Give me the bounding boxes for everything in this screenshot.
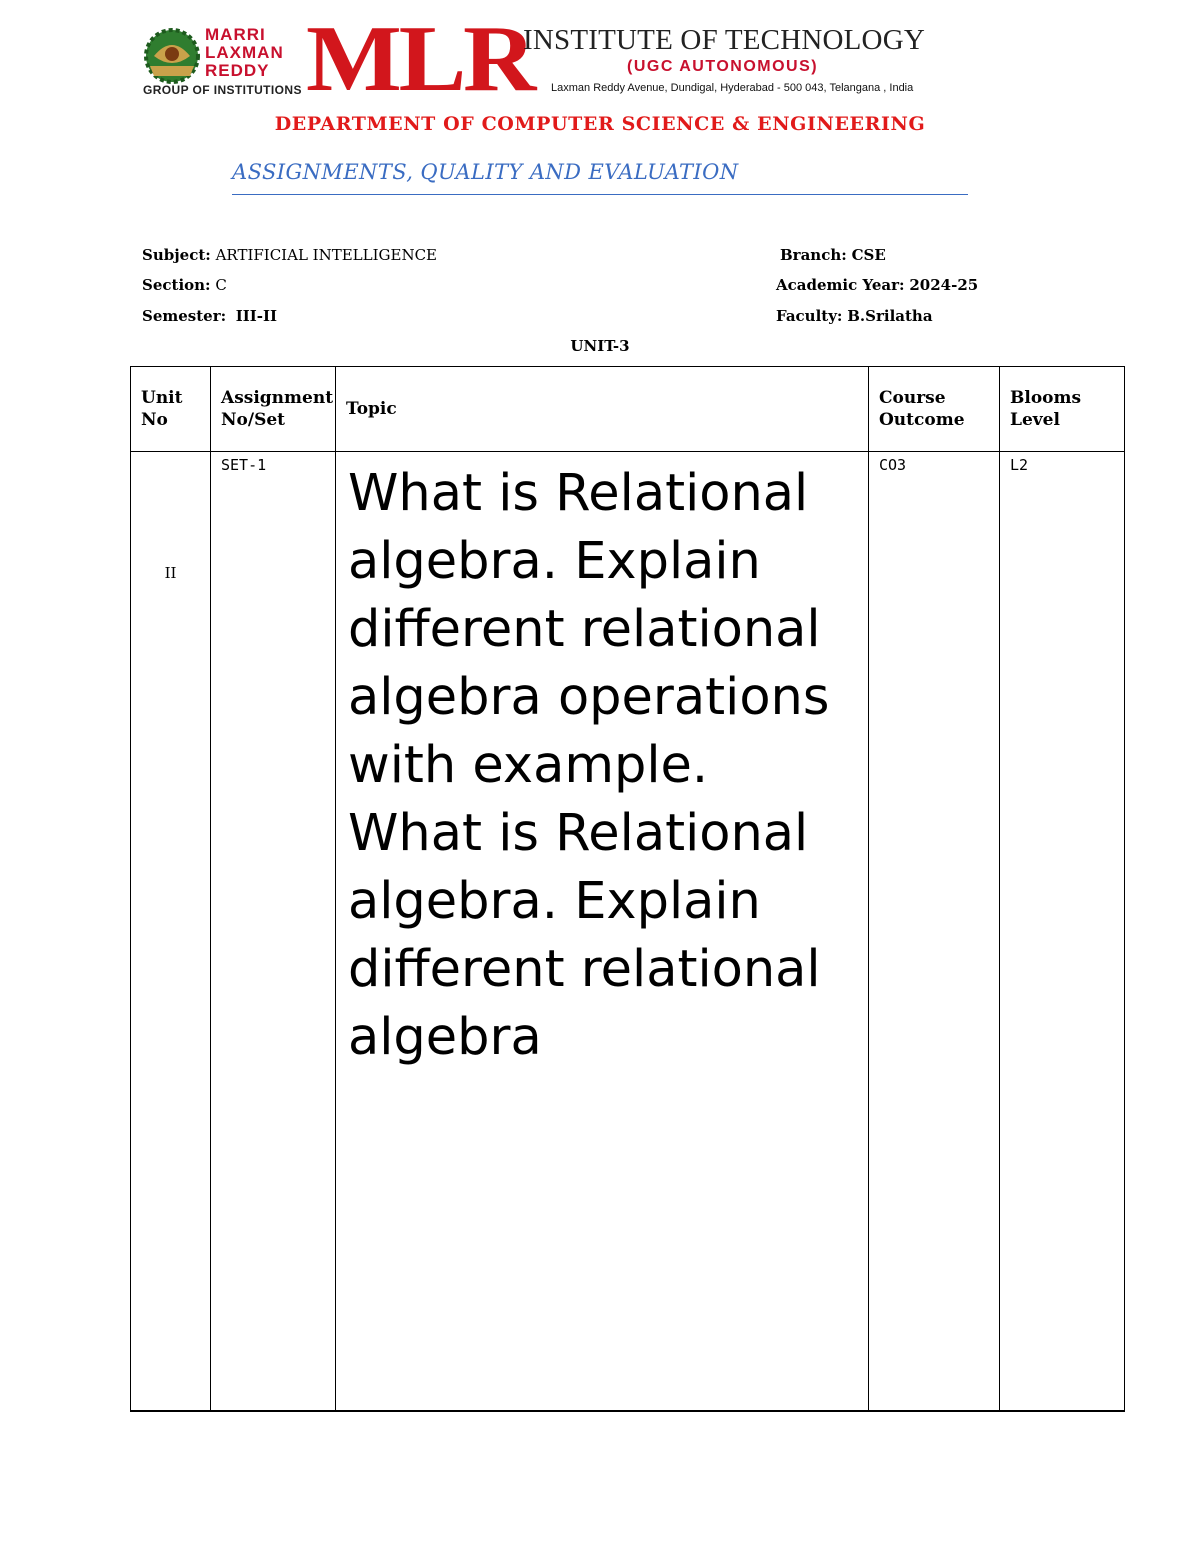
- faculty-label: Faculty:: [776, 307, 843, 325]
- assignment-table: [130, 366, 1125, 1412]
- autonomous-status: (UGC AUTONOMOUS): [627, 58, 819, 75]
- document-title: ASSIGNMENTS, QUALITY AND EVALUATION: [232, 160, 739, 184]
- semester-line: [142, 307, 277, 325]
- section-line: [142, 276, 227, 294]
- topic-text-2: What is Relational algebra. Explain different relational algebra: [348, 804, 821, 1067]
- branch-line: [780, 246, 886, 264]
- institute-address: Laxman Reddy Avenue, Dundigal, Hyderabad - 500 043, Telangana , India: [551, 82, 914, 94]
- header-blooms-level: Blooms Level: [1000, 367, 1125, 452]
- subject-line: [142, 246, 437, 264]
- table-bottom-border: [130, 1410, 1124, 1412]
- subject-label: Subject:: [142, 246, 211, 264]
- cell-course-outcome: CO3: [869, 452, 1000, 1412]
- cell-blooms-level: L2: [1000, 452, 1125, 1412]
- academic-year-line: [776, 276, 978, 294]
- table-header-row: [131, 367, 1125, 452]
- header-assignment: Assignment No/Set: [211, 367, 336, 452]
- section-label: Section:: [142, 276, 211, 294]
- academic-year-label: Academic Year:: [776, 276, 905, 294]
- title-underline: [232, 194, 968, 195]
- group-name-line-2: LAXMAN: [205, 43, 284, 62]
- header-topic: Topic: [336, 367, 869, 452]
- branch-label: Branch:: [780, 246, 847, 264]
- semester-label: Semester:: [142, 307, 227, 325]
- topic-text-1: What is Relational algebra. Explain different relational algebra operations with example.: [348, 464, 830, 795]
- cell-unit-no: [131, 452, 211, 1412]
- academic-year-value: 2024-25: [909, 276, 979, 294]
- unit-no-value: II: [164, 564, 177, 582]
- unit-heading: UNIT-3: [570, 337, 630, 355]
- institute-name: INSTITUTE OF TECHNOLOGY: [523, 24, 925, 56]
- faculty-value: B.Srilatha: [847, 307, 933, 325]
- semester-value: III-II: [235, 307, 278, 325]
- mlr-wordmark-logo: MLR: [306, 7, 534, 111]
- subject-value: ARTIFICIAL INTELLIGENCE: [215, 246, 438, 264]
- section-value: C: [215, 276, 227, 294]
- faculty-line: [776, 307, 933, 325]
- group-name-line-3: REDDY: [205, 61, 270, 80]
- table-row: [131, 452, 1125, 1412]
- group-tagline: GROUP OF INSTITUTIONS: [143, 83, 302, 97]
- cell-assignment-set: SET-1: [211, 452, 336, 1412]
- institution-emblem-icon: [140, 26, 204, 86]
- group-name-line-1: MARRI: [205, 25, 266, 44]
- header-course-outcome: Course Outcome: [869, 367, 1000, 452]
- cell-topic: [336, 452, 869, 1412]
- header-unit-no: Unit No: [131, 367, 211, 452]
- branch-value: CSE: [851, 246, 886, 264]
- department-heading: DEPARTMENT OF COMPUTER SCIENCE & ENGINEERING: [274, 113, 926, 135]
